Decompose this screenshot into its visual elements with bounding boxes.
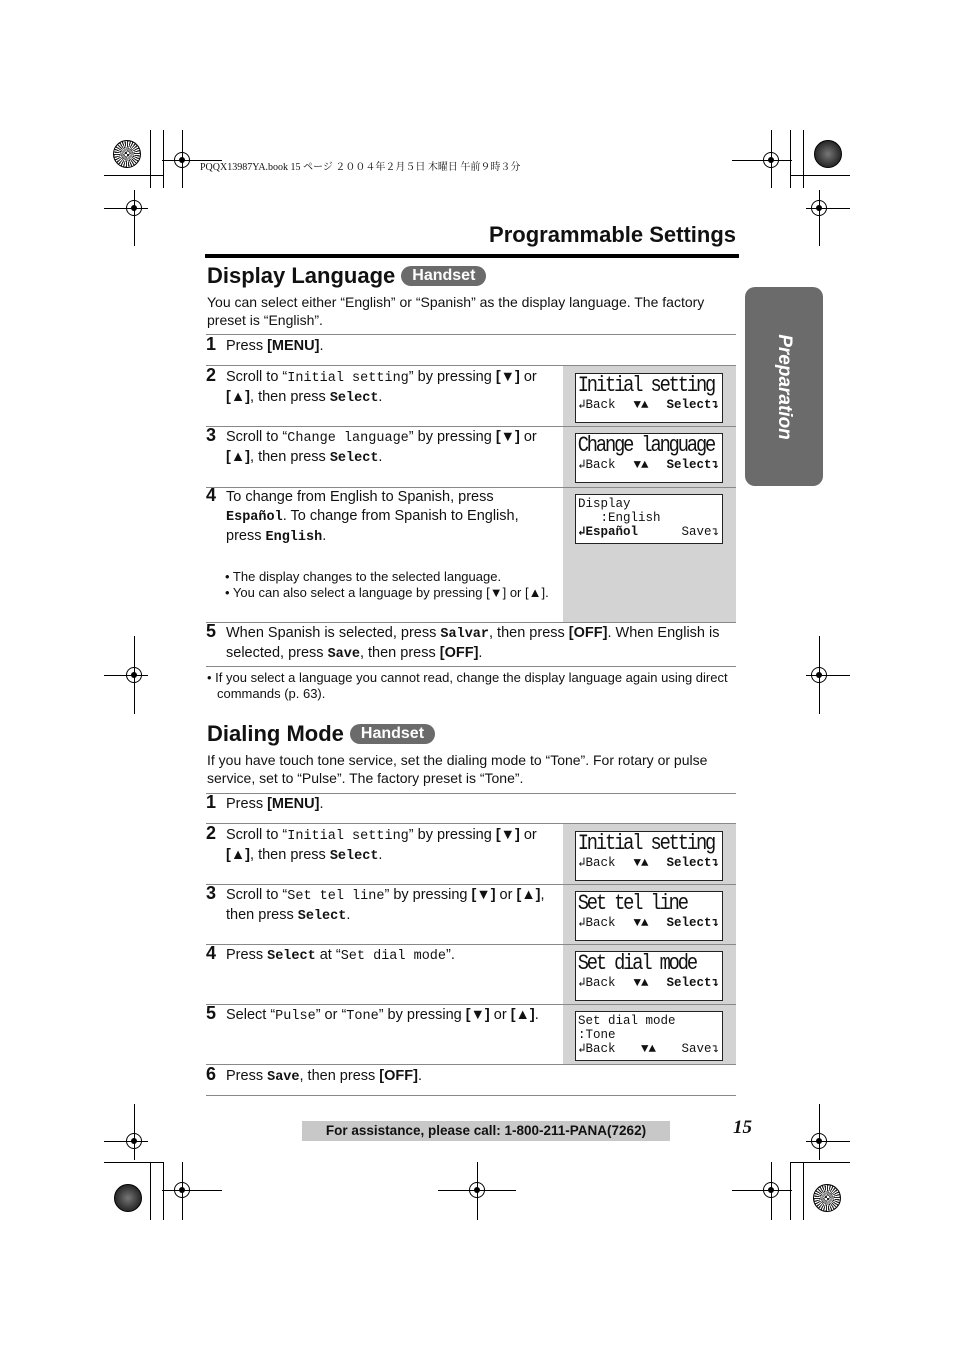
crosshair-mark [126,667,142,683]
instruction-text: or [519,827,537,843]
step-number: 2 [206,365,217,385]
display-text: Español [226,510,283,525]
instruction-text: Scroll to “ [226,887,288,903]
instruction-text: . [319,338,324,354]
display-text: Select [329,849,379,864]
instruction-text: , then press [299,1068,380,1084]
display-text: Save [327,647,360,662]
key-name: [▲] [226,389,251,405]
dialing-mode-intro: If you have touch tone service, set the dialing mode to “Tone”. For rotary or pulse service, set to “Pulse”. The factory preset is “Tone”. [207,752,708,786]
lcd-back: ↲Back [578,398,616,412]
dl-step-2 [206,365,558,408]
dm-step-1 [206,792,736,814]
crosshair-mark [811,1133,827,1149]
lcd-select: Select↴ [666,976,719,990]
step-text [226,624,736,664]
instruction-text: or [495,887,517,903]
instruction-text: , then press [489,625,569,641]
lcd-arrows: ▼▲ [633,458,649,472]
handset-badge: Handset [401,266,486,286]
display-text: Select [329,391,379,406]
step-number: 6 [206,1064,217,1084]
instruction-text: at “ [315,947,341,963]
step-text [226,886,558,926]
crosshair-mark [126,200,142,216]
step-text [226,1067,736,1087]
dm-lcd-initial-setting [575,831,723,881]
instruction-text: . [378,449,383,465]
instruction-text: . [319,796,324,812]
instruction-text: ” by pressing [384,887,472,903]
dm-lcd-set-tel-line [575,891,723,941]
lcd-select: Select↴ [666,398,719,412]
step-number: 5 [206,621,217,641]
instruction-text: , then press [250,389,330,405]
step-text [226,946,558,966]
step-text [226,368,558,408]
key-name: [OFF] [568,625,608,641]
display-text: Select [297,909,347,924]
key-name: [▼] [495,827,520,843]
step-text [226,488,526,547]
dl-lcd-change-language [575,433,723,483]
crosshair-mark [126,1133,142,1149]
instruction-text: Scroll to “ [226,429,288,445]
lcd-title: Change language [577,433,715,458]
instruction-text: , then press [250,847,330,863]
display-text: Set dial mode [340,949,447,964]
dl-step-4-bullets [225,569,555,601]
lcd-line-2: :Tone [578,1028,616,1042]
registration-dot [814,140,842,168]
key-name: [OFF] [439,645,479,661]
instruction-text: , then press [226,887,545,923]
step-text [226,1006,558,1026]
lcd-title: Set dial mode [577,951,696,976]
instruction-text: , then press [250,449,330,465]
lcd-line-2: :English [578,511,661,525]
lcd-line-1: Set dial mode [578,1014,676,1028]
instruction-text: When Spanish is selected, press [226,625,441,641]
registration-dot [813,1184,841,1212]
dm-step-3 [206,883,558,926]
dm-step-2 [206,823,558,866]
step-number: 2 [206,823,217,843]
lcd-save: Save↴ [681,1042,719,1056]
instruction-text: ” or “ [315,1007,347,1023]
instruction-text: . [322,528,327,544]
display-text: Select [329,451,379,466]
lcd-arrows: ▼▲ [640,1042,656,1056]
dl-step-1 [206,334,736,356]
step-number: 3 [206,425,217,445]
page-title: Programmable Settings [489,222,736,247]
instruction-text: , then press [359,645,440,661]
lcd-select: Select↴ [666,856,719,870]
page-number: 15 [733,1117,752,1138]
instruction-text: ” by pressing [408,429,496,445]
key-name: [▲] [516,887,541,903]
step-number: 3 [206,883,217,903]
instruction-text: Scroll to “ [226,369,288,385]
crosshair-mark [469,1182,485,1198]
key-name: [▼] [495,369,520,385]
key-name: [MENU] [267,338,320,354]
instruction-text: Select “ [226,1007,276,1023]
dm-lcd-set-dial-mode-tone [575,1011,723,1061]
bullet-item: • You can also select a language by pressing [▼] or [▲]. [225,585,549,600]
dl-lcd-initial-setting [575,373,723,423]
key-name: [▼] [495,429,520,445]
lcd-arrows: ▼▲ [633,976,649,990]
instruction-text: ” by pressing [408,827,496,843]
instruction-text: . [378,389,383,405]
instruction-text: or [489,1007,511,1023]
lcd-back: ↲Back [578,856,616,870]
display-text: Initial setting [287,829,409,844]
crosshair-mark [811,200,827,216]
instruction-text: or [519,429,537,445]
lcd-select: Select↴ [666,458,719,472]
display-language-intro: You can select either “English” or “Spanish” as the display language. The factory preset is “English”. [207,294,705,328]
instruction-text: Press [226,796,268,812]
lcd-arrows: ▼▲ [633,398,649,412]
instruction-text: . [478,645,483,661]
crosshair-mark [174,1182,190,1198]
key-name: [▲] [226,449,251,465]
step-number: 4 [206,943,217,963]
key-name: [▼] [465,1007,490,1023]
lcd-back: ↲Back [578,458,616,472]
step-text [226,826,558,866]
step-number: 5 [206,1003,217,1023]
step-number: 4 [206,485,217,505]
dialing-mode-title [207,721,435,747]
lcd-arrows: ▼▲ [633,856,649,870]
key-name: [MENU] [267,796,320,812]
instruction-text: . When English is selected, press [226,625,720,661]
print-header-line: PQQX13987YA.book 15 ページ ２００４年２月５日 木曜日 午前９時３分 [200,162,521,173]
dl-note: • If you select a language you cannot read, change the display language again using direct commands (p. 63). [207,670,728,701]
registration-dot [114,1184,142,1212]
key-name: [▲] [510,1007,535,1023]
instruction-text: . [346,907,351,923]
dm-step-6 [206,1064,736,1087]
lcd-back: ↲Back [578,1042,616,1056]
lcd-arrows: ▼▲ [633,916,649,930]
step-number: 1 [206,334,217,354]
instruction-text: . [534,1007,539,1023]
display-text: Tone [346,1009,379,1024]
display-text: Set tel line [287,889,385,904]
display-text: Select [267,949,316,964]
crosshair-mark [811,667,827,683]
crosshair-mark [174,152,190,168]
display-text: Save [267,1070,300,1085]
dm-step-5 [206,1003,558,1026]
crosshair-mark [763,1182,779,1198]
step-text [226,795,736,814]
lcd-title: Initial setting [577,373,715,398]
handset-badge: Handset [350,724,435,744]
lcd-line-1: Display [578,497,631,511]
instruction-text: ”. [446,947,455,963]
lcd-title: Initial setting [577,831,715,856]
section-heading-text: Dialing Mode [207,721,344,746]
instruction-text: . [378,847,383,863]
lcd-back: ↲Back [578,916,616,930]
dl-step-5 [206,621,736,664]
dl-step-3 [206,425,558,468]
display-text: Change language [287,431,409,446]
step-text [226,428,558,468]
lcd-back: ↲Back [578,976,616,990]
lcd-title: Set tel line [577,891,687,916]
display-text: English [265,530,323,545]
instruction-text: . [417,1068,422,1084]
display-language-title [207,263,486,289]
key-name: [OFF] [379,1068,418,1084]
lcd-save: Save↴ [681,525,719,539]
lcd-espanol: ↲Español [578,525,639,539]
instruction-text: ” by pressing [378,1007,466,1023]
instruction-text: To change from English to Spanish, press [226,489,494,505]
registration-dot [113,140,141,168]
dl-step-4 [206,485,526,547]
display-text: Salvar [440,627,489,642]
section-heading-text: Display Language [207,263,396,288]
display-text: Initial setting [287,371,409,386]
dm-lcd-set-dial-mode [575,951,723,1001]
instruction-text: Press [226,947,268,963]
step-text [226,337,736,356]
instruction-text: or [519,369,537,385]
section-tab-label: Preparation [774,333,795,440]
display-text: Pulse [275,1009,316,1024]
section-tab [745,287,823,486]
bullet-item: • The display changes to the selected language. [225,569,502,584]
step-number: 1 [206,792,217,812]
instruction-text: ” by pressing [408,369,496,385]
assistance-footer: For assistance, please call: 1-800-211-PANA(7262) [302,1121,670,1141]
instruction-text: Press [226,1068,268,1084]
dl-lcd-display-english [575,494,723,544]
instruction-text: Scroll to “ [226,827,288,843]
lcd-select: Select↴ [666,916,719,930]
instruction-text: Press [226,338,268,354]
dm-step-4 [206,943,558,966]
key-name: [▲] [226,847,251,863]
crosshair-mark [763,152,779,168]
instruction-text: . To change from Spanish to English, press [226,508,519,544]
key-name: [▼] [471,887,496,903]
title-rule [205,254,739,258]
